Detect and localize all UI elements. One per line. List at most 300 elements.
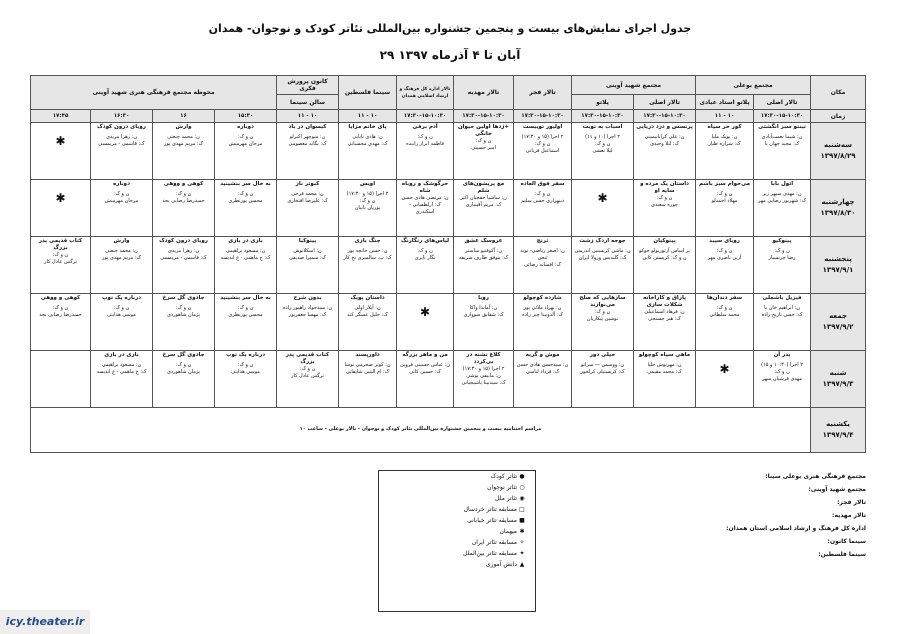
show-credit: ک: ح ماهمی - ع اندیسه <box>96 368 147 375</box>
venue-ershad: تالار اداره کل فرهنگ و ارشاد اسلامی همدان <box>397 76 454 110</box>
show-credit: ن: محمد چنعتی <box>167 134 200 141</box>
show-title: پرنسس و دزد دریایی <box>636 124 693 131</box>
show-cell <box>696 350 754 407</box>
show-credit: ن: محمد چنعتی <box>105 248 138 255</box>
show-title: درباره یک توپ <box>225 351 266 358</box>
legend-text: دانش آموزی <box>485 561 517 568</box>
show-title: رویا <box>478 295 489 302</box>
show-cell <box>91 123 153 180</box>
show-credit: ن و ک: کریستن کاین <box>642 255 687 262</box>
show-credit: ک: شراره طیار <box>708 141 741 148</box>
legend-item <box>379 526 535 537</box>
show-cell <box>31 180 91 237</box>
legend-symbol-icon: ■ <box>519 517 525 524</box>
show-credit: ن و ک: <box>113 191 130 198</box>
show-title: اولیور توییست <box>522 124 563 131</box>
legend-item <box>379 559 535 570</box>
show-credit: ن و ک: <box>417 134 433 141</box>
corner-place: مکان <box>811 76 866 110</box>
location-entry: تالار فجر: <box>837 499 866 506</box>
site-logo: icy.theater.ir <box>0 610 90 634</box>
show-credit: ن و ک: <box>175 361 192 368</box>
show-credit: ن و ک: <box>52 305 69 312</box>
show-credit: ن و ک: <box>175 191 192 198</box>
show-title: کوهی و ووهی <box>163 181 204 188</box>
show-credit: مرجان مهرمنش <box>228 141 263 148</box>
show-cell <box>91 350 153 407</box>
show-credit: ن و ک: <box>716 248 733 255</box>
guest-star-icon: ✱ <box>420 305 431 320</box>
venue-abu: مجتمع بوعلی <box>696 76 811 95</box>
show-cell <box>31 237 91 294</box>
show-credit: ن و ک: <box>417 248 433 255</box>
legend-item <box>379 515 535 526</box>
show-credit: ک: فرداد لباسی <box>525 368 560 375</box>
show-credit: ک: حسن تازیح زاده <box>761 312 803 319</box>
show-credit: ن: مسعود براهیمی <box>101 361 142 368</box>
show-credit: ۲ اجرا (۱۰ و ۱۱) <box>585 134 620 141</box>
show-title: ماهی سیاه کوچولو <box>638 351 691 358</box>
location-entry: تالار مهدیه: <box>832 512 866 519</box>
show-title: اسباب به توبت <box>582 124 623 131</box>
show-credit: مهدی فرشیان سهر <box>762 375 803 382</box>
show-title: جوجه اردک زشت <box>579 238 626 245</box>
day-date: ۱۳۹۷/۹/۱ <box>822 266 854 275</box>
show-credit: ک: محمد مقیمی <box>647 368 682 375</box>
show-cell <box>339 237 397 294</box>
show-cell <box>454 123 514 180</box>
show-cell <box>31 294 91 351</box>
legend-box <box>378 470 536 612</box>
show-credit: مرجان مهرمنش <box>104 198 139 205</box>
show-credit: ن و ک: <box>359 198 376 205</box>
show-credit: ن: پوپک ملیا <box>711 134 738 141</box>
show-title: اویس <box>359 181 376 188</box>
show-credit: ک: موفق طارف شریفه <box>458 255 509 262</box>
show-credit: ک: حسین کانی <box>409 368 441 375</box>
show-credit: پژمان شاهوردی <box>166 312 201 319</box>
show-title: می‌خوام سبز باشم <box>699 181 751 188</box>
show-credit: امیر حسینی <box>471 145 496 152</box>
legend-item <box>379 493 535 504</box>
legend-item <box>379 548 535 559</box>
show-credit: ن و ک: <box>594 141 611 148</box>
show-title: وارش <box>113 238 130 245</box>
day-name: پنجشنبه <box>824 255 852 264</box>
time-slot: ۱۵:۳۰ <box>215 110 277 123</box>
show-cell <box>153 294 215 351</box>
show-credit: ک: شقایق سوواری <box>463 312 504 319</box>
show-title: سازهایی که صلح می‌نوازند <box>579 295 626 309</box>
legend-text: تئاتر کودک <box>490 473 517 480</box>
show-credit: ن: مرتضی هادی حسن <box>401 195 449 202</box>
date-range: ۲۹ آبان تا ۴ آذرماه ۱۳۹۷ <box>379 48 521 62</box>
day-date: ۱۳۹۷/۹/۳ <box>822 379 854 388</box>
show-title: پینوکیا <box>298 238 317 245</box>
day-name: سه‌شنبه <box>824 141 853 150</box>
show-title: کلاغ تشنه در بی‌کردد <box>466 351 501 365</box>
show-cell <box>153 180 215 237</box>
show-credit: ن: زهرا مریدی <box>167 248 200 255</box>
show-title: سفر دندان‌ها <box>706 295 743 302</box>
show-credit: ن: اسکلانوش <box>293 248 322 255</box>
venue-owaisi-plato: پلاتو <box>572 95 634 110</box>
show-cell <box>696 180 754 237</box>
show-cell <box>696 237 754 294</box>
venue-abu-obadi: پلاتو استاد عبادی <box>696 95 754 110</box>
show-credit: ن: عباس حسینی فروین <box>400 361 450 368</box>
show-cell <box>31 123 91 180</box>
show-title: موش و گربه <box>525 351 560 358</box>
show-cell <box>91 294 153 351</box>
show-credit: ۲ اجرا (۱۵ و ۱۷:۳۰) <box>462 365 505 372</box>
show-cell <box>215 123 277 180</box>
time-slot: ۱۷:۳۰-۱۵-۱۰:۳۰ <box>572 110 634 123</box>
show-cell <box>153 123 215 180</box>
show-cell <box>454 350 514 407</box>
legend-symbol-icon: ○ <box>519 484 525 491</box>
venue-owaisi: مجتمع شهید آوینی <box>572 76 696 95</box>
show-title: داورپسند <box>355 351 380 358</box>
show-credit: ک: گلبدیس ورولا ایران <box>578 255 627 262</box>
show-cell <box>277 350 339 407</box>
location-entry: مجتمع فرهنگی هنری بوعلی سینا: <box>765 473 866 480</box>
day-label <box>811 180 866 237</box>
show-credit: ن و ک: <box>299 365 316 372</box>
day-name: چهارشنبه <box>821 198 855 207</box>
show-credit: موسی هدایتی <box>107 312 136 319</box>
show-credit: ن: منوچهر اکبرلو <box>289 134 326 141</box>
legend-symbol-icon: ✧ <box>519 539 525 546</box>
show-credit: ن: سیدجواد راهپور زاده <box>282 305 333 312</box>
show-credit: ک: هنر جستجی <box>648 316 681 323</box>
show-credit: پوریان بابیان <box>354 205 381 212</box>
show-title: پای خانم مزایا <box>348 124 387 131</box>
show-cell <box>514 350 572 407</box>
show-cell <box>277 294 339 351</box>
show-cell <box>754 123 811 180</box>
show-credit: ترگس عادل کار <box>291 372 324 379</box>
show-cell <box>514 294 572 351</box>
show-credit: ک: سیدبینا پاشیجیانی <box>461 379 506 386</box>
day-date: ۱۳۹۷/۸/۲۹ <box>820 152 856 161</box>
closing-ceremony: مراسم اختتامیه بیست و پنجمین جشنواره بین‌المللی تئاتر کودک و نوجوان - تالار بوعلی - ساعت ۱۰ <box>31 407 811 452</box>
show-credit: ۲ اجرا (۱۵ و ۱۷:۳۰) <box>346 191 389 198</box>
show-cell <box>696 294 754 351</box>
day-label <box>811 237 866 294</box>
empty-cell <box>31 350 91 407</box>
show-title: وارش <box>175 124 192 131</box>
show-cell <box>634 294 696 351</box>
show-credit: ن: ووسمن — سرانو <box>580 361 625 368</box>
show-cell <box>277 180 339 237</box>
show-cell <box>634 350 696 407</box>
show-cell <box>696 123 754 180</box>
show-title: فیزیل باشملی <box>762 295 802 302</box>
show-credit: ک: مریم مهدی پور <box>164 141 204 148</box>
show-cell <box>454 237 514 294</box>
show-credit: ن و ک: <box>716 305 733 312</box>
show-credit: ن و ک: <box>237 361 254 368</box>
show-title: جنگ بازی <box>354 238 381 245</box>
show-title: تینتو سبز انگشتی <box>758 124 806 131</box>
schedule-table <box>30 75 866 453</box>
show-title: بازی در بازی <box>104 351 139 358</box>
show-cell <box>397 350 454 407</box>
show-cell <box>339 180 397 237</box>
venue-mahdieh: تالار مهدیه <box>454 76 514 110</box>
show-credit: ک: مهدی محسنانی <box>347 141 388 148</box>
show-credit: ک: جلیل عسگر کند <box>347 312 388 319</box>
show-title: کبوتر ناز <box>295 181 320 188</box>
show-credit: ن: کوثر صخرمی نوشا <box>344 361 391 368</box>
show-title: من و ماهر بزرگه <box>402 351 448 358</box>
show-credit: ن و ک: <box>237 191 254 198</box>
guest-star-icon: ✱ <box>597 191 608 206</box>
show-credit: محسن پورنظری <box>228 312 263 319</box>
show-credit: فاطمه ابرار زاینده <box>406 141 444 148</box>
show-title: مغ پریشون‌های شلم <box>462 181 505 195</box>
show-cell <box>572 350 634 407</box>
show-title: بدون شرح <box>293 295 322 302</box>
show-credit: ک: پ. سالمیری نخ کار <box>343 255 392 262</box>
show-cell <box>277 237 339 294</box>
legend-text: میهمان <box>499 528 517 535</box>
show-credit: مهلاد احمدلو <box>711 198 738 205</box>
show-title: کیسوان در باد <box>288 124 327 131</box>
show-credit: ن و ک: <box>534 141 551 148</box>
show-cell <box>339 294 397 351</box>
location-entry: مجتمع شهید آوینی: <box>808 486 866 493</box>
show-credit: ک: کریستیلی کرلخور <box>580 368 625 375</box>
locations-list <box>696 470 866 561</box>
show-credit: ن: مهدی سپهر زیر <box>762 191 802 198</box>
show-credit: ک: سمیرا صدیقی <box>289 255 327 262</box>
show-cell <box>397 123 454 180</box>
legend-symbol-icon: ✦ <box>519 550 525 557</box>
day-name: شنبه <box>829 368 847 377</box>
show-title: اتول بابا <box>770 181 794 188</box>
legend-text: تئاتر ملل <box>495 495 517 502</box>
show-credit: ک: مهسا جعفرپور <box>288 312 327 319</box>
show-credit: ن و ک: <box>774 248 790 255</box>
show-credit: ن: ساشیا حقجیان اکبر <box>460 195 507 202</box>
day-label <box>811 294 866 351</box>
location-entry: سینما کانون: <box>827 538 866 545</box>
show-cell <box>215 294 277 351</box>
show-credit: ن: سیدحسن هادی حسن <box>516 361 569 368</box>
time-slot: ۱۰ - ۱۱ <box>339 110 397 123</box>
time-slot: ۱۰ - ۱۱ <box>277 110 339 123</box>
show-title: عروسک عشق <box>464 238 503 245</box>
show-cell <box>397 180 454 237</box>
show-credit: نوشین پیکاریان <box>586 316 619 323</box>
legend-symbol-icon: □ <box>519 506 525 513</box>
show-cell <box>572 180 634 237</box>
show-title: خرگوشک و روباه شاه <box>401 181 449 195</box>
show-credit: حمیدرضا رضایی بجد <box>39 312 82 319</box>
show-credit: ن: حسن خانچه پور <box>347 248 388 255</box>
show-credit: ن: مانیفی پوشی <box>466 372 501 379</box>
show-credit: ک: شهریور رضایی مهر <box>758 198 807 205</box>
show-credit: نگار تابری <box>414 255 436 262</box>
show-credit: ن: شیما نعمت‌آبادی <box>761 134 803 141</box>
show-title: جادوی گل سرخ <box>162 295 205 302</box>
show-title: لباس‌های رنگارنگ <box>400 238 450 245</box>
show-title: داستان پوپک <box>350 295 385 302</box>
show-credit: دینهزاری حسن سلیم <box>520 198 565 205</box>
legend-item <box>379 504 535 515</box>
day-date: ۱۳۹۷/۸/۳۰ <box>820 209 856 218</box>
venue-cinema-hall: سالن سینما <box>277 95 339 110</box>
show-cell <box>339 350 397 407</box>
day-date: ۱۳۹۷/۹/۲ <box>822 322 854 331</box>
show-credit: ن و ک: <box>774 368 790 375</box>
show-credit: ن: زهرا مریدی <box>105 134 138 141</box>
day-date: ۱۳۹۷/۹/۴ <box>822 430 854 439</box>
show-credit: موسی هدایتی <box>231 368 260 375</box>
location-entry: سینما فلسطین: <box>818 551 866 558</box>
show-credit: ن: بهزاد ملائی پور <box>523 305 562 312</box>
venue-abu-main: تالار اصلی <box>754 95 811 110</box>
legend-item <box>379 482 535 493</box>
show-title: درباره یک توپ <box>101 295 142 302</box>
show-title: پاراق و کاراخانه شکلات سازی <box>642 295 687 309</box>
show-title: رویای درون کودک <box>97 124 146 131</box>
show-cell <box>754 180 811 237</box>
show-credit: ک: ح ماهمی - ع اندیسه <box>220 255 271 262</box>
time-slot: ۱۷:۳۰-۱۵-۱۰:۳۰ <box>454 110 514 123</box>
show-title: بازی در بازی <box>228 238 263 245</box>
show-credit: ن: آکوفتیو ساستر <box>465 248 503 255</box>
show-credit: بر اساس آرتوریولو جوکو <box>639 248 691 255</box>
show-cell <box>91 180 153 237</box>
time-slot: ۱۷:۳۰-۱۵-۱۰:۳۰ <box>634 110 696 123</box>
show-credit: ن: آماندا واکا <box>469 305 498 312</box>
show-credit: ک: قاسمی - مریمسی <box>160 255 207 262</box>
show-credit: ن و ک: <box>237 134 254 141</box>
show-title: +ژدها اولین حیوان خانگی <box>457 124 510 138</box>
show-title: کتاب قدیمی پدر بزرگ <box>38 238 83 252</box>
venue-owaisi-main: تالار اصلی <box>634 95 696 110</box>
show-title: شازده کوچولو <box>523 295 562 302</box>
show-cell <box>754 237 811 294</box>
show-cell <box>397 294 454 351</box>
show-credit: ۲ اجرا (۱۵ و ۱۷:۳۰) <box>521 134 564 141</box>
show-cell <box>339 123 397 180</box>
time-slot: ۱۷:۳۰-۱۵-۱۰:۳۰ <box>514 110 572 123</box>
show-cell <box>215 237 277 294</box>
show-credit: ن: ماشن کریستین اندرسن <box>574 248 631 255</box>
guest-star-icon: ✱ <box>55 134 66 149</box>
time-slot: ۱۰ - ۱۱ <box>696 110 754 123</box>
legend-item <box>379 537 535 548</box>
show-credit: ن و ک: <box>237 305 254 312</box>
legend-symbol-icon: ✱ <box>519 528 525 535</box>
show-title: داستان یک مرده و سایه او <box>640 181 689 195</box>
show-credit: ک: مجید جهان پا <box>764 141 800 148</box>
legend-symbol-icon: ◉ <box>519 495 525 502</box>
show-credit: ک: قاسمی - مریمسی <box>98 141 145 148</box>
venue-palestine: سینما فلسطین <box>339 76 397 110</box>
show-title: رویای درون کودک <box>159 238 208 245</box>
show-credit: لیلا نعشی <box>592 148 613 155</box>
show-cell <box>572 294 634 351</box>
page-title: جدول اجرای نمایش‌های بیست و پنجمین جشنواره بین‌المللی تئاتر کودک و نوجوان- همدان <box>208 22 692 35</box>
legend-text: مسابقه تئاتر خردسال <box>463 506 517 513</box>
show-credit: ک: یگانه معصومی <box>288 141 327 148</box>
day-name: جمعه <box>829 311 847 320</box>
show-title: دوباره <box>237 124 254 131</box>
show-credit: پژمان شاهوردی <box>166 368 201 375</box>
time-slot: ۱۶:۳۰ <box>91 110 153 123</box>
show-credit: ک: مریم مهدی پور <box>102 255 142 262</box>
show-cell <box>153 237 215 294</box>
show-cell <box>277 123 339 180</box>
show-title: دوباره <box>113 181 130 188</box>
show-cell <box>754 350 811 407</box>
show-credit: ن و ک: <box>475 138 492 145</box>
show-cell <box>754 294 811 351</box>
show-cell <box>572 237 634 294</box>
show-title: پدر آن <box>773 351 791 358</box>
show-title: پینوکیو <box>772 238 792 245</box>
show-cell <box>634 180 696 237</box>
show-title: خیلی دور <box>589 351 616 358</box>
time-slot: ۱۷:۳۰-۱۵-۱۰:۳۰ <box>754 110 811 123</box>
show-cell <box>572 123 634 180</box>
show-cell <box>91 237 153 294</box>
show-credit: ن: فرهاد اسماعیلی <box>644 309 685 316</box>
show-credit: ن: هادی بابایی <box>352 134 383 141</box>
show-cell <box>215 180 277 237</box>
show-title: ترنج <box>536 238 549 245</box>
show-cell <box>454 180 514 237</box>
show-credit: ن و ک: <box>594 309 611 316</box>
show-cell <box>514 237 572 294</box>
show-cell <box>153 350 215 407</box>
show-cell <box>215 350 277 407</box>
show-credit: ک: افسانه رضائی <box>524 262 561 269</box>
venue-fajr: تالار فجر <box>514 76 572 110</box>
legend-text: مسابقه تئاتر ایران <box>471 539 517 546</box>
guest-star-icon: ✱ <box>719 361 730 376</box>
show-credit: محسن پورنظری <box>228 198 263 205</box>
guest-star-icon: ✱ <box>55 191 66 206</box>
show-credit: ک: آلدوپینا چیز زاده <box>522 312 563 319</box>
show-title: آدم برفی <box>412 124 438 131</box>
show-title: سفر فوق العاده <box>520 181 565 188</box>
venue-courtyard: محوطه مجتمع فرهنگی هنری شهید آوینی <box>31 76 277 110</box>
show-cell <box>397 237 454 294</box>
show-title: جادوی گل سرخ <box>162 351 205 358</box>
show-credit: ک: علیرضا افتخاری <box>287 198 328 205</box>
show-title: به خال سر بنشینید <box>220 295 271 302</box>
show-title: کتاب قدیمی پدر بزرگ <box>285 351 330 365</box>
show-credit: محمد سلطانی <box>709 312 740 319</box>
show-cell <box>454 294 514 351</box>
show-credit: ن: اصغر ریاضی- نوید ثنجن <box>520 248 565 262</box>
show-credit: ن و ک: <box>716 191 733 198</box>
show-credit: ن: مهرنوش جلیا <box>647 361 682 368</box>
show-credit: ن: ابراهیم خان یا <box>764 305 800 312</box>
show-credit: ن: مسعود براهیمی <box>225 248 266 255</box>
show-credit: ک: ام البنین شایقانی <box>345 368 390 375</box>
location-entry: اداره کل فرهنگ و ارشاد اسلامی استان همدان: <box>726 525 866 532</box>
show-credit: ن و ک: <box>175 305 192 312</box>
show-credit: ن و ک: <box>113 305 130 312</box>
show-credit: ک: مریم آقینیاری <box>465 202 502 209</box>
